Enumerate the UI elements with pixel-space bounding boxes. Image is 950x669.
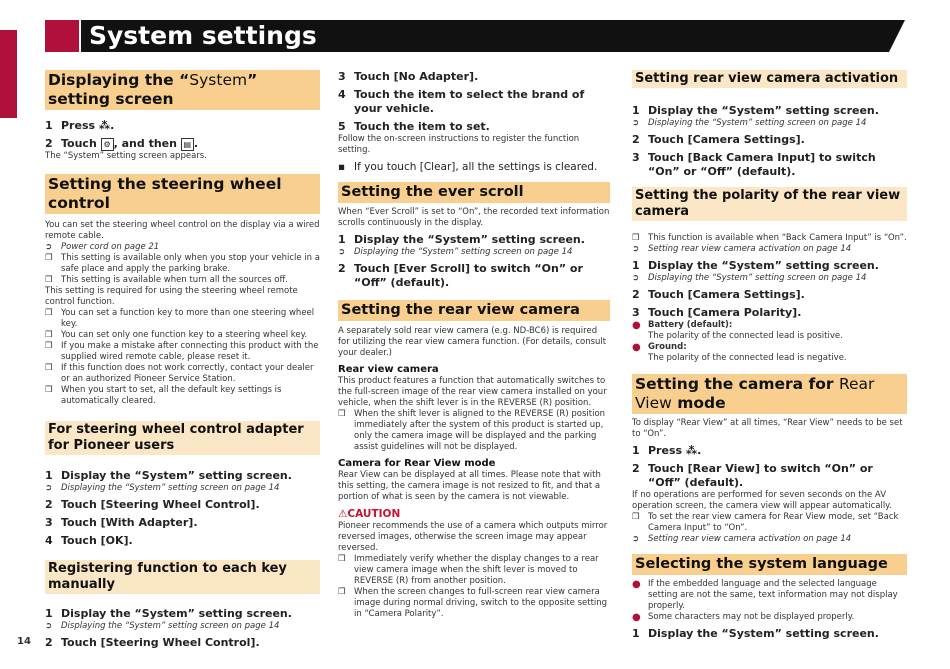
arrow-icon: ➲ [338, 247, 346, 257]
section-heading: Setting the ever scroll [338, 182, 610, 203]
paragraph: This setting is required for using the steering wheel remote control function. [45, 286, 298, 307]
step: 1 Display the “System” setting screen. [632, 259, 879, 272]
step: 1 Display the “System” setting screen. [338, 233, 585, 246]
arrow-icon: ➲ [632, 534, 640, 544]
reference: ➲ Displaying the “System” setting screen on page 14 [632, 273, 867, 283]
section-heading: Setting the rear view camera [338, 300, 610, 321]
paragraph: Rear View can be displayed at all times. Please note that with this setting, the camera image is not resized to fit, and that a portion of what is seen by the camera is not viewable. [338, 470, 601, 502]
section-heading: Setting the steering wheel control [45, 174, 320, 214]
column-3 [632, 70, 907, 641]
paragraph: The polarity of the connected lead is positive. [648, 331, 843, 341]
list-item: ▪ If you touch [Clear], all the settings is cleared. [338, 161, 598, 173]
paragraph: To display “Rear View” at all times, “Rear View” needs to be set to “On”. [632, 418, 903, 439]
arrow-icon: ➲ [632, 273, 640, 283]
arrow-icon: ➲ [632, 118, 640, 128]
column-2 [338, 70, 610, 620]
list-item: ● Battery (default): [632, 320, 733, 331]
page-header [45, 20, 905, 52]
chapter-tab [0, 30, 17, 118]
step: 2 Touch [Camera Settings]. [632, 288, 805, 301]
paragraph: This product features a function that automatically switches to the full-screen image of the rear view camera installed on your vehicle, when the shift lever is in the REVERSE (R) position. [338, 376, 607, 408]
step: 1 Display the “System” setting screen. [632, 104, 879, 117]
note: Follow the on-screen instructions to register the function setting. [338, 134, 580, 155]
list-item: ❒ This setting is available when turn all the sources off. [45, 275, 289, 285]
list-item: ❒ This setting is available only when you stop your vehicle in a safe place and apply the parking brake. [45, 253, 320, 274]
list-item: ● Ground: [632, 342, 687, 353]
section-heading: Displaying the “System” setting screen [45, 70, 320, 110]
paragraph: The polarity of the connected lead is negative. [648, 353, 847, 363]
list-item: ❒ When the shift lever is aligned to the REVERSE (R) position immediately after the system of this product is started up, only the camera image will be displayed and the parking assist guidelines will not be displayed. [338, 409, 606, 452]
step: 1 Display the “System” setting screen. [632, 627, 879, 640]
arrow-icon: ➲ [45, 242, 53, 252]
step: 2 Touch [Steering Wheel Control]. [45, 498, 260, 511]
header-accent [45, 20, 79, 52]
page-title: System settings [89, 21, 317, 50]
section-heading: Setting the camera for Rear View mode [632, 374, 907, 414]
step: 2 Touch [Camera Settings]. [632, 133, 805, 146]
settings-icon: ⚙ [101, 138, 114, 151]
list-item: ❒ This function is available when “Back Camera Input” is “On”. [632, 233, 907, 243]
reference: ➲ Setting rear view camera activation on page 14 [632, 534, 852, 544]
arrow-icon: ➲ [45, 621, 53, 631]
paragraph: If no operations are performed for seven seconds on the AV operation screen, the camera view will appear automatically. [632, 490, 892, 511]
reference: ➲ Displaying the “System” setting screen on page 14 [338, 247, 573, 257]
step: 2 Touch [Rear View] to switch “On” or “Off” (default). [632, 462, 873, 489]
subsection-heading: Setting the polarity of the rear view camera [632, 187, 907, 221]
step: 1 Press ⁂. [632, 444, 702, 457]
list-item: ❒ If you make a mistake after connecting this product with the supplied wired remote cable, please reset it. [45, 341, 319, 362]
page-number: 14 [17, 636, 31, 647]
step: 3 Touch [Back Camera Input] to switch “On” or “Off” (default). [632, 151, 876, 178]
arrow-icon: ➲ [632, 244, 640, 254]
reference: ➲ Setting rear view camera activation on page 14 [632, 244, 852, 254]
step: 4 Touch the item to select the brand of your vehicle. [338, 88, 585, 115]
column-1 [45, 70, 320, 650]
step: 3 Touch [With Adapter]. [45, 516, 198, 529]
section-heading: Selecting the system language [632, 554, 907, 575]
reference: ➲ Displaying the “System” setting screen on page 14 [632, 118, 867, 128]
list-item: ❒ To set the rear view camera for Rear View mode, set “Back Camera Input” to “On”. [632, 512, 899, 533]
subsection-heading: Registering function to each key manually [45, 560, 320, 594]
subsection-heading: For steering wheel control adapter for Pioneer users [45, 421, 320, 455]
note: The “System” setting screen appears. [45, 151, 207, 161]
step: 2 Touch ⚙ , and then ▤ . [45, 137, 198, 150]
step: 1 Display the “System” setting screen. [45, 607, 292, 620]
caution-label: ⚠CAUTION [338, 508, 401, 520]
subsection-heading: Setting rear view camera activation [632, 70, 907, 88]
paragraph: When “Ever Scroll” is set to “On”, the recorded text information scrolls continuously in the display. [338, 207, 610, 228]
list-item: ❒ When you start to set, all the default key settings is automatically cleared. [45, 385, 282, 406]
arrow-icon: ➲ [45, 483, 53, 493]
step: 3 Touch [Camera Polarity]. [632, 306, 802, 319]
reference: ➲ Displaying the “System” setting screen on page 14 [45, 483, 280, 493]
step: 1 Press ⁂. [45, 119, 115, 132]
paragraph: Pioneer recommends the use of a camera which outputs mirror reversed images, otherwise the screen image may appear reversed. [338, 521, 608, 553]
system-icon: ▤ [181, 138, 194, 151]
list-item: ❒ Immediately verify whether the display changes to a rear view camera image when the shift lever is moved to REVERSE (R) from another position. [338, 554, 599, 586]
list-item: ● Some characters may not be displayed properly. [632, 612, 855, 623]
step: 2 Touch [Ever Scroll] to switch “On” or “Off” (default). [338, 262, 583, 289]
step: 2 Touch [Steering Wheel Control]. [45, 636, 260, 649]
step: 5 Touch the item to set. [338, 120, 490, 133]
list-item: ❒ When the screen changes to full-screen rear view camera image during normal driving, switch to the opposite setting in “Camera Polarity”. [338, 587, 608, 619]
paragraph: A separately sold rear view camera (e.g. ND-BC6) is required for utilizing the rear view camera function. (For details, consult your dealer.) [338, 326, 607, 358]
list-item: ❒ You can set a function key to more than one steering wheel key. [45, 308, 315, 329]
step: 1 Display the “System” setting screen. [45, 469, 292, 482]
paragraph: You can set the steering wheel control on the display via a wired remote cable. [45, 220, 320, 241]
warning-icon: ⚠ [338, 508, 348, 520]
reference: ➲ Displaying the “System” setting screen on page 14 [45, 621, 280, 631]
list-item: ❒ If this function does not work correctly, contact your dealer or an authorized Pioneer Service Station. [45, 363, 314, 384]
list-item: ● If the embedded language and the selected language setting are not the same, text information may not display properly. [632, 579, 898, 611]
subheading: Camera for Rear View mode [338, 458, 496, 469]
list-item: ❒ You can set only one function key to a steering wheel key. [45, 330, 308, 340]
step: 3 Touch [No Adapter]. [338, 70, 479, 83]
subheading: Rear view camera [338, 364, 439, 375]
reference: ➲ Power cord on page 21 [45, 242, 160, 252]
step: 4 Touch [OK]. [45, 534, 133, 547]
